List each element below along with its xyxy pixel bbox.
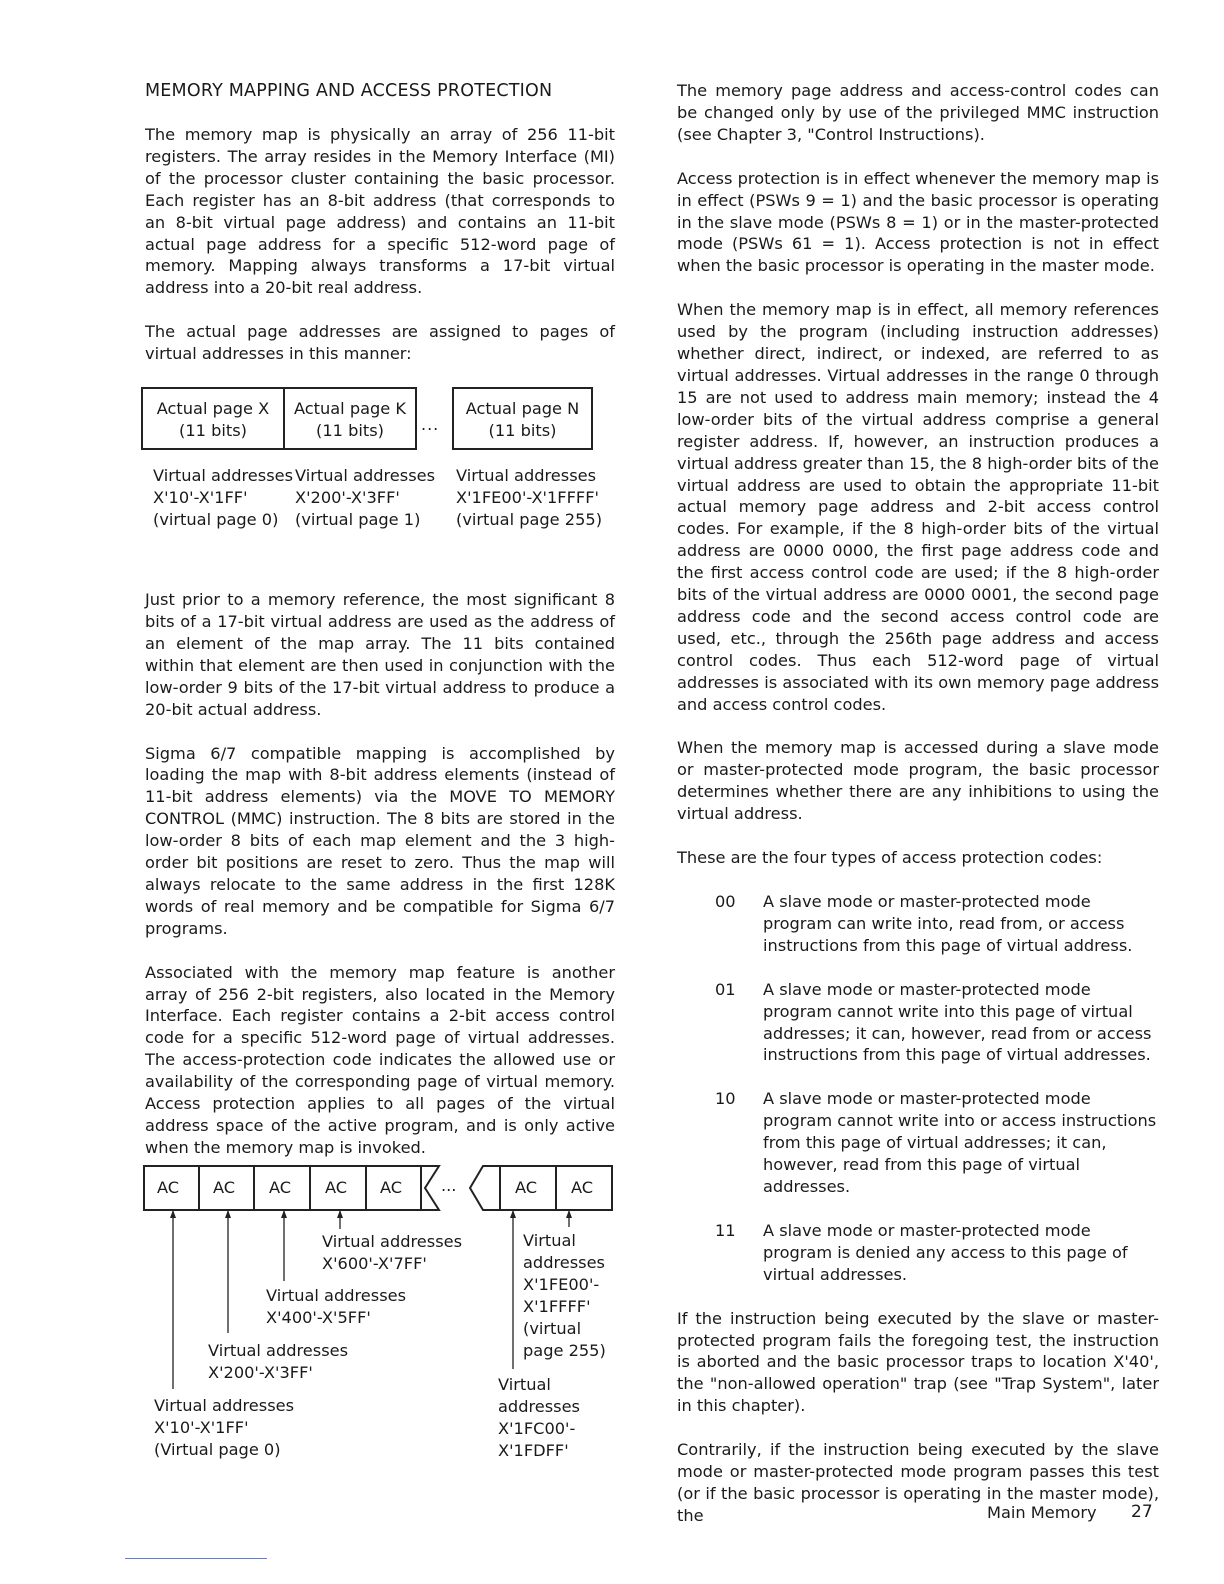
ac-label-page-2 [266,1285,406,1329]
page-box-bits: (11 bits) [488,420,557,440]
paragraph-page-assignment: The actual page addresses are assigned to pages of virtual addresses in this manner: [145,322,615,364]
access-code: 00 [715,892,736,911]
access-code: 11 [715,1220,736,1240]
access-code-description: A slave mode or master-protected mode program cannot write into or access instructions from this page of virtual addresses; it can, however, read from this page of virtual addresses. [763,1089,1157,1196]
ac-label-line: X'1FDFF' [498,1441,569,1460]
paragraph-virtual-addresses: When the memory map is in effect, all memory references used by the program (including instruction addresses) whether direct, indirect, or indexed, are referred to as virtual addresses. Virtual addresses in the range 0 through 15 are not used to address main memory; instead the 4 low-order bits of the virtual address comprise a general register address. If, however, an instruction produces a virtual address greater than 15, the 8 high-order bits of the virtual address are used to obtain the appropriate 11-bit actual memory page address and 2-bit access control codes. For example, if the 8 high-order bits of the virtual address are 0000 0000, the first page address code and the first access control code are used; if the 8 high-order bits of the virtual address are 0000 0001, the second page address code and the second access control code are used, etc., through the 256th page address and access control codes. Thus each 512-word page of virtual addresses is associated with its own memory page address and access control codes. [677,300,1159,714]
page-label-line: X'200'-X'3FF' [295,488,400,508]
page-label-line: Virtual addresses [456,466,597,486]
ac-cell-2: AC [213,1178,236,1197]
ac-label-line: X'1FFFF' [523,1297,591,1316]
page-label-line: Virtual addresses [153,466,294,486]
access-control-figure [140,1163,620,1473]
ac-label-page-3 [322,1231,462,1275]
ac-label-line: (Virtual page 0) [154,1440,281,1459]
paragraph-map-accessed: When the memory map is accessed during a slave mode or master-protected mode program, the basic processor determines whether there are any inhibitions to using the virtual address. [677,738,1159,824]
ac-cell-255: AC [571,1178,594,1197]
access-code-description: A slave mode or master-protected mode program can write into, read from, or access instructions from this page of virtual address. [763,892,1133,955]
ac-label-line: (virtual [523,1319,582,1338]
footer-divider [125,1558,267,1559]
list-item [677,891,1159,957]
ac-label-line: page 255) [523,1341,606,1360]
page-box-bits: (11 bits) [179,420,247,440]
access-code-description: A slave mode or master-protected mode program cannot write into this page of virtual addresses; it can, however, read from or access instructions from this page of virtual addresses. [763,979,1152,1065]
ac-label-page-254 [498,1374,580,1462]
list-item [677,1220,1159,1286]
page-box-x [141,387,285,450]
ac-label-page-1 [208,1340,348,1384]
access-code: 01 [715,979,736,999]
ac-label-line: X'10'-X'1FF' [154,1418,249,1437]
page-label-line: (virtual page 0) [153,510,279,530]
ac-label-line: Virtual addresses [322,1232,463,1251]
paragraph-contrarily: Contrarily, if the instruction being executed by the slave mode or master-protected mode program passes this test (or if the basic processor is operating in the master mode), the [677,1440,1159,1525]
paragraph-memory-map: The memory map is physically an array of 256 11-bit registers. The array resides in the Memory Interface (MI) of the processor cluster containing the basic processor. Each register has an 8-bit address (that corresponds to an 8-bit virtual page address) and contains an 11-bit actual page address for a specific 512-word page of memory. Mapping always transforms a 17-bit virtual address into a 20-bit real address. [145,125,615,298]
page-box-n [452,387,593,450]
ac-cell-5: AC [380,1178,403,1197]
ac-label-line: X'1FE00'- [523,1275,600,1294]
page-label-line: X'1FE00'-X'1FFFF' [456,488,599,508]
ac-label-page-255 [523,1230,606,1362]
ac-cell-3: AC [269,1178,292,1197]
paragraph-trap: If the instruction being executed by the slave or master-protected program fails the foregoing test, the instruction is aborted and the basic processor traps to location X'40', the "non-allowed operation" trap (see "Trap System", later in this chapter). [677,1308,1159,1416]
access-code: 10 [715,1089,736,1109]
access-code-description: A slave mode or master-protected mode program is denied any access to this page of virtual addresses. [763,1220,1128,1284]
ac-label-line: X'200'-X'3FF' [208,1363,313,1382]
page-label-255 [456,465,602,531]
ac-label-line: Virtual [523,1231,576,1250]
ac-label-line: Virtual addresses [266,1286,407,1305]
ac-label-line: addresses [523,1253,605,1272]
list-item [677,979,1159,1067]
page-label-0 [153,465,293,531]
ac-label-line: X'600'-X'7FF' [322,1254,427,1273]
ac-label-line: X'400'-X'5FF' [266,1308,371,1327]
left-column [145,80,615,1181]
right-column [677,80,1159,1527]
section-heading: MEMORY MAPPING AND ACCESS PROTECTION [145,81,553,101]
page-box-title: Actual page X [156,399,270,419]
ac-label-page-0 [154,1395,294,1461]
page-label-line: (virtual page 1) [295,510,421,530]
ac-label-line: Virtual addresses [154,1396,295,1415]
page-box-bits: (11 bits) [316,420,384,440]
paragraph-access-array: Associated with the memory map feature is another array of 256 2-bit registers, also located in the Memory Interface. Each register contains a 2-bit access control code for a specific 512-word page of virtual addresses. The access-protection code indicates the allowed use or availability of the corresponding page of virtual memory. Access protection applies to all pages of the virtual address space of the active program, and is only active when the memory map is invoked. [145,962,615,1157]
page-label-line: (virtual page 255) [456,510,603,530]
page-label-1 [295,465,435,531]
page-label-line: Virtual addresses [295,466,436,486]
paragraph-access-in-effect: Access protection is in effect whenever the memory map is in effect (PSWs 9 = 1) and the basic processor is operating in the slave mode (PSWs 8 = 1) or in the master-protected mode (PSWs 61 = 1). Access protection is not in effect when the basic processor is operating in the master mode. [677,168,1159,276]
paragraph-mmc-instruction: The memory page address and access-control codes can be changed only by use of the privileged MMC instruction (see Chapter 3, "Control Instructions). [677,81,1159,144]
paragraph-code-types: These are the four types of access protection codes: [677,848,1103,868]
page-box-title: Actual page N [465,399,580,419]
paragraph-memory-reference: Just prior to a memory reference, the most significant 8 bits of a 17-bit virtual address are used as the address of an element of the map array. The 11 bits contained within that element are then used in conjunction with the low-order 9 bits of the 17-bit virtual address to produce a 20-bit actual address. [145,590,615,719]
paragraph-sigma-mapping: Sigma 6/7 compatible mapping is accomplished by loading the map with 8-bit address elements (instead of 11-bit address elements) via the MOVE TO MEMORY CONTROL (MMC) instruction. The 8 bits are stored in the low-order 8 bits of each map element and the 3 high-order bit positions are reset to zero. Thus the map will always relocate to the same address in the first 128K words of real memory and be compatible for Sigma 6/7 programs. [145,743,615,938]
page-label-line: X'10'-X'1FF' [153,488,248,508]
ac-cell-4: AC [325,1178,348,1197]
page-map-figure [145,387,615,559]
page-map-ellipsis: ... [421,415,440,435]
access-code-list [677,891,1159,1286]
page-number: 27 [1131,1502,1153,1522]
ac-label-line: X'1FC00'- [498,1419,576,1438]
list-item [677,1088,1159,1198]
ac-label-line: Virtual addresses [208,1341,349,1360]
footer-section-label: Main Memory [987,1503,1097,1522]
ac-label-line: Virtual [498,1375,551,1394]
ac-cell-254: AC [515,1178,538,1197]
page-box-title: Actual page K [293,399,407,419]
ac-cell-1: AC [157,1178,180,1197]
ac-label-line: addresses [498,1397,580,1416]
ac-ellipsis: ... [441,1176,457,1195]
page-box-k [283,387,417,450]
